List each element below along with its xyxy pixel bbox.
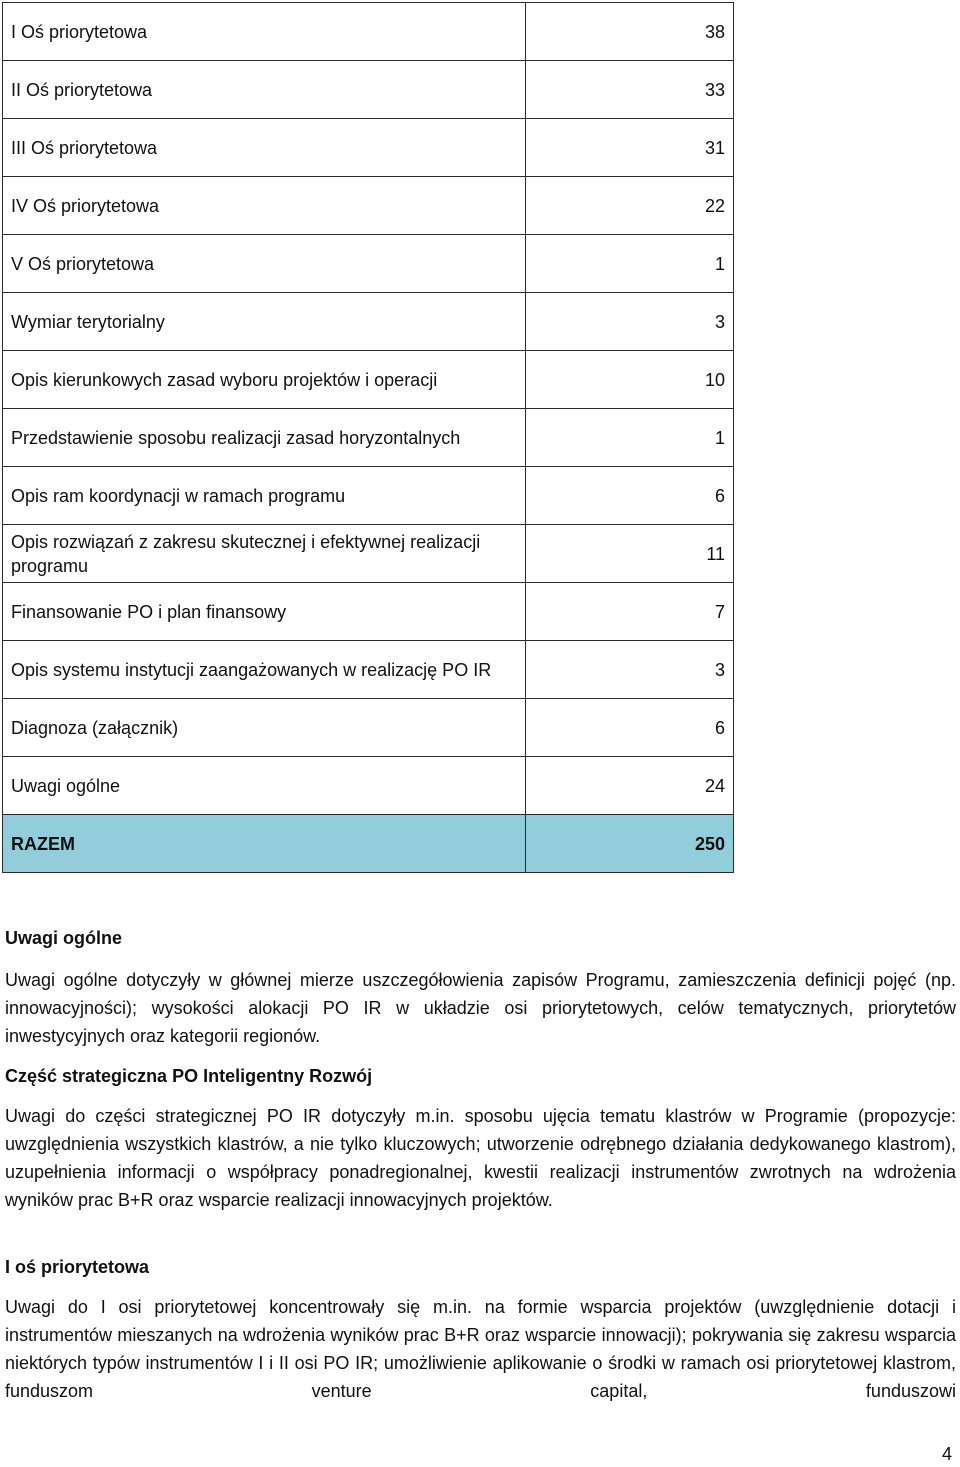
section-body-strategic [5, 1102, 956, 1214]
section-heading-strategic: Część strategiczna PO Inteligentny Rozwój [5, 1066, 373, 1086]
row-value: 33 [526, 61, 734, 119]
section-heading-axis1: I oś priorytetowa [5, 1257, 150, 1277]
row-label: Opis ram koordynacji w ramach programu [3, 467, 526, 525]
table-row [3, 235, 734, 293]
row-label: Opis systemu instytucji zaangażowanych w realizację PO IR [3, 641, 526, 699]
row-label: Opis rozwiązań z zakresu skutecznej i efektywnej realizacji programu [3, 525, 526, 583]
row-value: 1 [526, 409, 734, 467]
row-value: 3 [526, 293, 734, 351]
table-row [3, 351, 734, 409]
total-label: RAZEM [3, 815, 526, 873]
table-row [3, 293, 734, 351]
table-row [3, 467, 734, 525]
table-row [3, 3, 734, 61]
total-value: 250 [526, 815, 734, 873]
section-body-axis1 [5, 1293, 956, 1405]
row-label: I Oś priorytetowa [3, 3, 526, 61]
page-number: 4 [941, 1444, 952, 1464]
paragraph: Uwagi ogólne dotyczyły w głównej mierze uszczegółowienia zapisów Programu, zamieszczenia definicji pojęć (np. innowacyjności); wysokości alokacji PO IR w układzie osi priorytetowych, celów tematycznych, priorytetów inwestycyjnych oraz kategorii regionów. [5, 970, 956, 1046]
row-value: 22 [526, 177, 734, 235]
table-row [3, 177, 734, 235]
row-value: 38 [526, 3, 734, 61]
row-label: Uwagi ogólne [3, 757, 526, 815]
row-value: 7 [526, 583, 734, 641]
row-value: 1 [526, 235, 734, 293]
row-value: 10 [526, 351, 734, 409]
table-row [3, 641, 734, 699]
row-value: 3 [526, 641, 734, 699]
table-row [3, 525, 734, 583]
table-row [3, 409, 734, 467]
table-row [3, 757, 734, 815]
table-row [3, 61, 734, 119]
row-value: 11 [526, 525, 734, 583]
paragraph: Uwagi do I osi priorytetowej koncentrowały się m.in. na formie wsparcia projektów (uwzględnienie dotacji i instrumentów mieszanych na wdrożenia wyników prac B+R oraz wsparcie innowacji); pokrywania się zakresu wsparcia niektórych typów instrumentów I i II osi PO IR; umożliwienie aplikowanie o środki w ramach osi priorytetowej klastrom, funduszom venture capital, funduszowi [5, 1297, 956, 1401]
row-label: Opis kierunkowych zasad wyboru projektów i operacji [3, 351, 526, 409]
table-total-row [3, 815, 734, 873]
row-label: Przedstawienie sposobu realizacji zasad horyzontalnych [3, 409, 526, 467]
row-value: 6 [526, 699, 734, 757]
paragraph: Uwagi do części strategicznej PO IR dotyczyły m.in. sposobu ujęcia tematu klastrów w Programie (propozycje: uwzględnienia wszystkich klastrów, a nie tylko kluczowych; utworzenie odrębnego działania dedykowanego klastrom), uzupełnienia informacji o współpracy ponadregionalnej, kwestii realizacji instrumentów zwrotnych na wdrożenia wyników prac B+R oraz wsparcie realizacji innowacyjnych projektów. [5, 1106, 956, 1210]
row-value: 31 [526, 119, 734, 177]
row-label: III Oś priorytetowa [3, 119, 526, 177]
row-label: Wymiar terytorialny [3, 293, 526, 351]
table-row [3, 119, 734, 177]
row-label: II Oś priorytetowa [3, 61, 526, 119]
section-body-general [5, 966, 956, 1050]
row-label: Finansowanie PO i plan finansowy [3, 583, 526, 641]
table-row [3, 583, 734, 641]
summary-table [2, 2, 734, 873]
row-label: IV Oś priorytetowa [3, 177, 526, 235]
table-row [3, 699, 734, 757]
row-label: V Oś priorytetowa [3, 235, 526, 293]
row-value: 24 [526, 757, 734, 815]
section-heading-general: Uwagi ogólne [5, 928, 122, 948]
row-value: 6 [526, 467, 734, 525]
row-label: Diagnoza (załącznik) [3, 699, 526, 757]
